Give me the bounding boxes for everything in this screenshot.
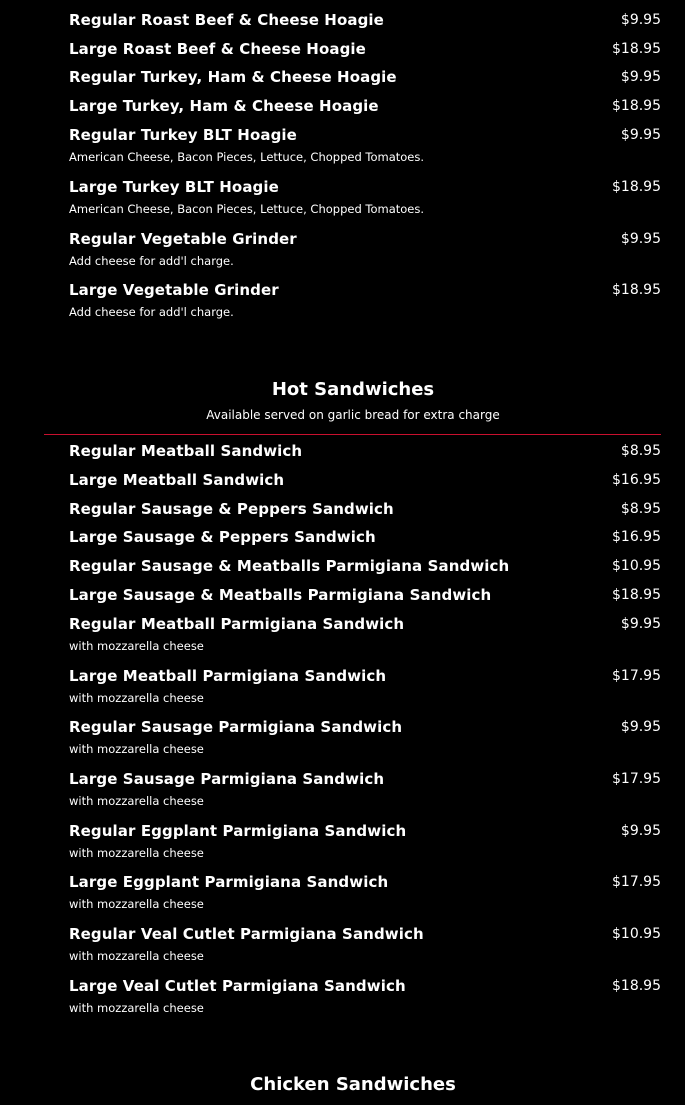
menu-item-description: with mozzarella cheese [69, 794, 204, 808]
menu-item-price: $17.95 [612, 668, 661, 684]
menu-item-description: with mozzarella cheese [69, 639, 204, 653]
section-divider [44, 434, 661, 435]
menu-item-price: $8.95 [620, 443, 661, 459]
menu-item-description: with mozzarella cheese [69, 742, 204, 756]
section-title-hot-sandwiches: Hot Sandwiches [271, 379, 435, 400]
menu-item-name: Large Sausage Parmigiana Sandwich [69, 770, 385, 788]
menu-item-name: Regular Vegetable Grinder [69, 230, 297, 248]
menu-item-price: $17.95 [612, 771, 661, 787]
menu-item-name: Regular Turkey BLT Hoagie [69, 126, 297, 144]
menu-item-name: Regular Meatball Parmigiana Sandwich [69, 615, 405, 633]
menu-item-price: $9.95 [620, 823, 661, 839]
menu-item-price: $18.95 [612, 41, 661, 57]
menu-item-price: $9.95 [620, 12, 661, 28]
menu-item-description: with mozzarella cheese [69, 897, 204, 911]
menu-item-name: Large Sausage & Peppers Sandwich [69, 528, 376, 546]
menu-item-name: Regular Eggplant Parmigiana Sandwich [69, 822, 407, 840]
menu-item-price: $10.95 [612, 926, 661, 942]
menu-item-name: Regular Meatball Sandwich [69, 442, 303, 460]
menu-item-name: Large Roast Beef & Cheese Hoagie [69, 40, 366, 58]
menu-item-price: $16.95 [612, 472, 661, 488]
menu-item-name: Regular Turkey, Ham & Cheese Hoagie [69, 68, 397, 86]
menu-item-price: $17.95 [612, 874, 661, 890]
menu-item-price: $9.95 [620, 719, 661, 735]
menu-item-description: with mozzarella cheese [69, 846, 204, 860]
menu-item-name: Large Meatball Parmigiana Sandwich [69, 667, 387, 685]
menu-item-name: Regular Sausage & Meatballs Parmigiana Sandwich [69, 557, 510, 575]
section-title-chicken-sandwiches: Chicken Sandwiches [250, 1074, 456, 1095]
menu-item-name: Regular Roast Beef & Cheese Hoagie [69, 11, 384, 29]
menu-item-name: Regular Sausage & Peppers Sandwich [69, 500, 394, 518]
menu-item-name: Large Meatball Sandwich [69, 471, 285, 489]
menu-item-price: $18.95 [612, 978, 661, 994]
section-subtitle-hot-sandwiches: Available served on garlic bread for extra charge [206, 408, 500, 422]
menu-item-description: Add cheese for add'l charge. [69, 254, 234, 268]
menu-item-price: $10.95 [612, 558, 661, 574]
menu-item-name: Large Veal Cutlet Parmigiana Sandwich [69, 977, 406, 995]
menu-item-name: Large Vegetable Grinder [69, 281, 279, 299]
menu-item-price: $18.95 [612, 282, 661, 298]
menu-item-description: with mozzarella cheese [69, 691, 204, 705]
menu-item-name: Large Sausage & Meatballs Parmigiana Sandwich [69, 586, 492, 604]
menu-item-name: Regular Sausage Parmigiana Sandwich [69, 718, 403, 736]
menu-item-description: Add cheese for add'l charge. [69, 305, 234, 319]
menu-item-price: $9.95 [620, 127, 661, 143]
menu-item-price: $16.95 [612, 529, 661, 545]
menu-item-description: with mozzarella cheese [69, 949, 204, 963]
menu-item-description: with mozzarella cheese [69, 1001, 204, 1015]
menu-item-price: $18.95 [612, 98, 661, 114]
menu-item-price: $18.95 [612, 179, 661, 195]
menu-item-name: Large Turkey BLT Hoagie [69, 178, 279, 196]
menu-item-price: $9.95 [620, 616, 661, 632]
menu-item-price: $9.95 [620, 231, 661, 247]
menu-item-price: $8.95 [620, 501, 661, 517]
menu-item-name: Regular Veal Cutlet Parmigiana Sandwich [69, 925, 424, 943]
menu-item-description: American Cheese, Bacon Pieces, Lettuce, Chopped Tomatoes. [69, 150, 425, 164]
menu-item-name: Large Turkey, Ham & Cheese Hoagie [69, 97, 379, 115]
menu-item-price: $9.95 [620, 69, 661, 85]
menu-item-name: Large Eggplant Parmigiana Sandwich [69, 873, 389, 891]
menu-item-price: $18.95 [612, 587, 661, 603]
menu-item-description: American Cheese, Bacon Pieces, Lettuce, Chopped Tomatoes. [69, 202, 425, 216]
